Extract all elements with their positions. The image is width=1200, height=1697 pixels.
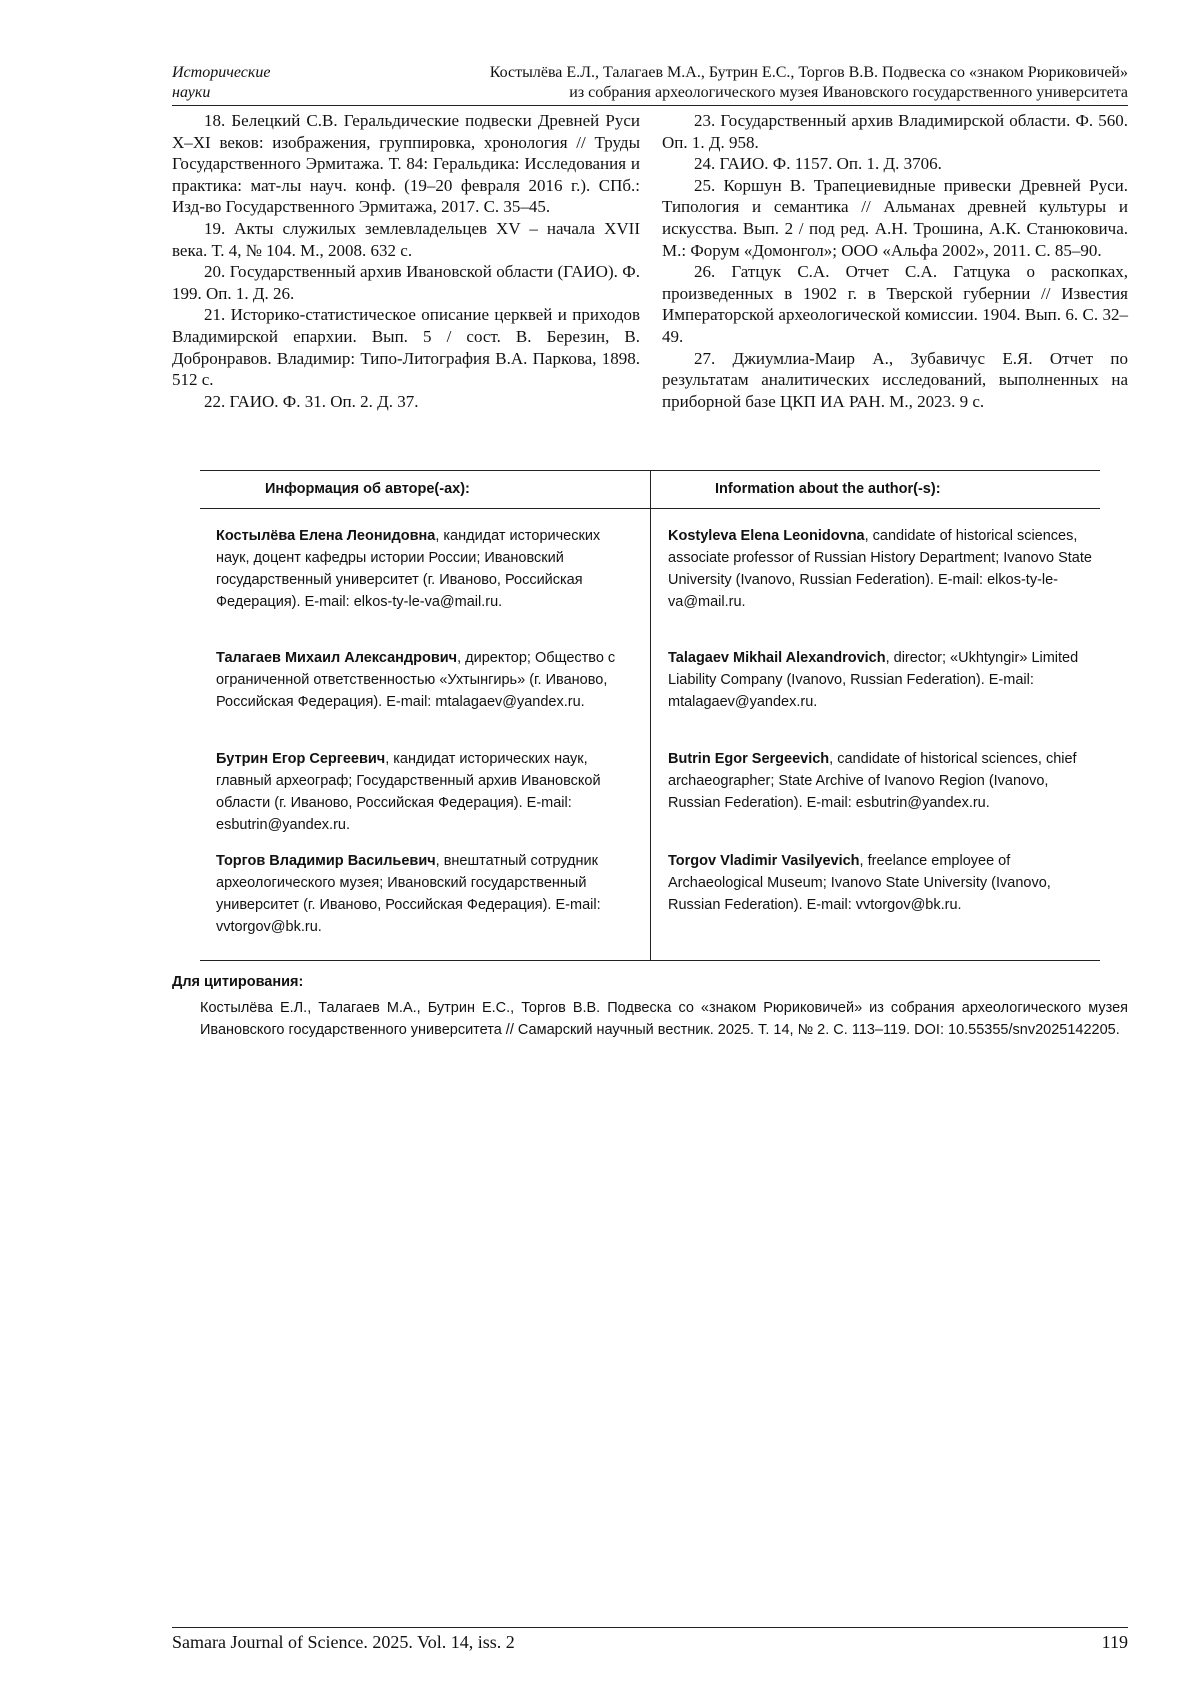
references-left-column bbox=[172, 110, 640, 412]
author-name: Kostyleva Elena Leonidovna bbox=[668, 528, 865, 544]
author-details: , candidate of historical sciences, associate professor of Russian History Department; Ivanovo State University (Ivanovo, Russian Federation). E-mail: elkos-ty-le-va@mail.ru. bbox=[668, 528, 1092, 610]
author-name: Torgov Vladimir Vasilyevich bbox=[668, 853, 860, 869]
reference-item: 22. ГАИО. Ф. 31. Оп. 2. Д. 37. bbox=[204, 391, 419, 411]
reference-item: 25. Коршун В. Трапециевидные привески Древней Руси. Типология и семантика // Альманах древней культуры и искусства. Вып. 2 / под ред. А.Н. Трошина, А.К. Станюковича. М.: Форум «Домонгол»; ООО «Альфа 2002», 2011. С. 85–90. bbox=[662, 175, 1128, 260]
author-details: , директор; Общество с ограниченной ответственностью «Ухтынгирь» (г. Иваново, Российская Федерация). E-mail: mtalagaev@yandex.ru. bbox=[216, 650, 616, 710]
author-details: , кандидат исторических наук, доцент кафедры истории России; Ивановский государственный университет (г. Иваново, Российская Федерация). E-mail: elkos-ty-le-va@mail.ru. bbox=[216, 528, 601, 610]
article-title-header bbox=[490, 63, 1128, 103]
table-bottom-rule bbox=[200, 960, 1100, 961]
running-header bbox=[172, 63, 1128, 106]
author-entry-ru bbox=[216, 525, 636, 613]
author-entry-en bbox=[668, 647, 1093, 713]
article-title-line-2: из собрания археологического музея Ивановского государственного университета bbox=[569, 84, 1128, 101]
author-name: Бутрин Егор Сергеевич bbox=[216, 751, 386, 767]
reference-item: 23. Государственный архив Владимирской области. Ф. 560. Оп. 1. Д. 958. bbox=[662, 111, 1128, 152]
reference-item: 21. Историко-статистическое описание церквей и приходов Владимирской епархии. Вып. 5 / сост. В. Березин, В. Добронравов. Владимир: Типо-Литография В.А. Паркова, 1898. 512 с. bbox=[172, 305, 640, 390]
author-info-heading-en: Information about the author(-s): bbox=[715, 481, 941, 497]
reference-item: 20. Государственный архив Ивановской области (ГАИО). Ф. 199. Оп. 1. Д. 26. bbox=[172, 262, 640, 303]
author-entry-ru bbox=[216, 850, 636, 938]
journal-name: Samara Journal of Science. 2025. Vol. 14, iss. 2 bbox=[172, 1632, 515, 1652]
reference-item: 26. Гатцук С.А. Отчет С.А. Гатцука о раскопках, произведенных в 1902 г. в Тверской губернии // Известия Императорской археологической комиссии. 1904. Вып. 6. С. 32–49. bbox=[662, 262, 1128, 346]
table-column-divider bbox=[650, 470, 651, 960]
author-details: , внештатный сотрудник археологического музея; Ивановский государственный университет (г. Иваново, Российская Федерация). E-mail: vvtorgov@bk.ru. bbox=[216, 853, 601, 935]
article-title-line-1: Костылёва Е.Л., Талагаев М.А., Бутрин Е.С., Торгов В.В. Подвеска со «знаком Рюриковичей» bbox=[489, 64, 1128, 81]
reference-item: 18. Белецкий С.В. Геральдические подвески Древней Руси X–XI веков: изображения, группировка, хронология // Труды Государственного Эрмитажа. Т. 84: Геральдика: Исследования и практика: мат-лы науч. конф. (19–20 февраля 2016 г.). СПб.: Изд-во Государственного Эрмитажа, 2017. С. 35–45. bbox=[172, 111, 640, 217]
citation-heading: Для цитирования: bbox=[172, 974, 304, 990]
author-entry-ru bbox=[216, 748, 636, 836]
reference-item: 27. Джиумлиа-Маир А., Зубавичус Е.Я. Отчет по результатам аналитических исследований, выполненных на приборной базе ЦКП ИА РАН. М., 2023. 9 с. bbox=[662, 348, 1128, 411]
author-name: Торгов Владимир Васильевич bbox=[216, 853, 436, 869]
reference-item: 24. ГАИО. Ф. 1157. Оп. 1. Д. 3706. bbox=[694, 154, 942, 174]
citation-text: Костылёва Е.Л., Талагаев М.А., Бутрин Е.С., Торгов В.В. Подвеска со «знаком Рюриковичей» из собрания археологического музея Ивановского государственного университета // Самарский научный вестник. 2025. Т. 14, № 2. С. 113–119. DOI: 10.55355/snv2025142205. bbox=[200, 1000, 1128, 1038]
author-details: , freelance employee of Archaeological Museum; Ivanovo State University (Ivanovo, Russian Federation). E-mail: vvtorgov@bk.ru. bbox=[668, 853, 1051, 913]
author-name: Талагаев Михаил Александрович bbox=[216, 650, 458, 666]
page-footer bbox=[172, 1627, 1128, 1652]
section-label: Исторические науки bbox=[172, 64, 271, 101]
references-right-column bbox=[662, 110, 1128, 412]
reference-item: 19. Акты служилых землевладельцев XV – начала XVII века. Т. 4, № 104. М., 2008. 632 с. bbox=[172, 218, 640, 260]
author-entry-en bbox=[668, 525, 1093, 613]
author-entry-en bbox=[668, 748, 1093, 814]
page-number: 119 bbox=[1101, 1632, 1128, 1652]
author-info-table bbox=[200, 470, 1100, 960]
author-entry-ru bbox=[216, 647, 636, 713]
author-name: Костылёва Елена Леонидовна bbox=[216, 528, 436, 544]
author-entry-en bbox=[668, 850, 1093, 916]
author-name: Butrin Egor Sergeevich bbox=[668, 751, 830, 767]
author-details: , director; «Ukhtyngir» Limited Liability Company (Ivanovo, Russian Federation). E-mail: mtalagaev@yandex.ru. bbox=[668, 650, 1079, 710]
author-details: , candidate of historical sciences, chief archaeographer; State Archive of Ivanovo Region (Ivanovo, Russian Federation). E-mail: esbutrin@yandex.ru. bbox=[668, 751, 1077, 811]
author-name: Talagaev Mikhail Alexandrovich bbox=[668, 650, 886, 666]
author-info-heading-ru: Информация об авторе(-ах): bbox=[265, 481, 470, 497]
author-details: , кандидат исторических наук, главный археограф; Государственный архив Ивановской области (г. Иваново, Российская Федерация). E-mail: esbutrin@yandex.ru. bbox=[216, 751, 601, 833]
